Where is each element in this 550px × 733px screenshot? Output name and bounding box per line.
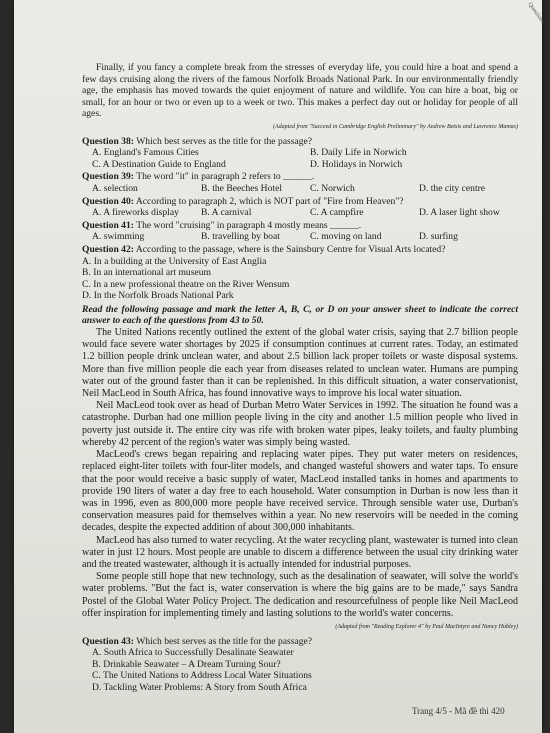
question-number: Question 42:: [82, 243, 134, 255]
option-c: C. Norwich: [310, 182, 355, 194]
passage2-paragraph-3: MacLeod's crews began repairing and replacing water pipes. They put water meters on residences, replaced eight-liter toilets with four-liter models, and changed wasteful showers and water taps. To ensure that the poor would receive a basic supply of water, MacLeod installed tanks in homes and apartments to provide 190 liters of water a day free to each household. Water consumption in Durban is now less than it was in 1996, even as 800,000 more people have received service. Through sensible water use, Durban's conservation measures paid for themselves within a year. No new reservoirs will be needed in the coming decades, despite the expected addition of about 300,000 inhabitants.: [82, 449, 518, 534]
question-text: According to paragraph 2, which is NOT part of "Fire from Heaven"?: [135, 195, 404, 207]
option-c: C. A campfire: [310, 207, 364, 219]
question-number: Question 38:: [82, 135, 134, 147]
question-40: [82, 196, 518, 219]
passage1-last-paragraph: Finally, if you fancy a complete break from the stresses of everyday life, you could hire a boat and spend a few days cruising along the rivers of the famous Norfolk Broads National Park. In our environmentally friendly age, the emphasis has moved towards the quiet enjoyment of nature and wildlife. You can hire a boat, big or small, for an hour or two or even up to a week or two. This makes a perfect day out or holiday for people of all ages.: [82, 62, 518, 120]
option-d: D. surfing: [419, 231, 458, 243]
option-d: D. In the Norfolk Broads National Park: [82, 290, 234, 302]
exam-page: [14, 0, 546, 733]
option-a: A. In a building at the University of East Anglia: [82, 255, 267, 267]
question-options: [82, 183, 518, 195]
question-text: The word "cruising" in paragraph 4 mostly means ______.: [136, 219, 362, 231]
option-a: A. A fireworks display: [92, 207, 179, 219]
option-b: B. In an international art museum: [82, 267, 211, 279]
option-c: C. A Destination Guide to England: [92, 158, 226, 170]
option-b: B. travelling by boat: [201, 231, 280, 243]
question-number: Question 40:: [82, 195, 134, 207]
question-options: [82, 207, 518, 219]
question-block-38-42: [82, 136, 518, 302]
question-43-option-b: B. Drinkable Seawater – A Dream Turning Sour?: [92, 658, 281, 670]
question-43: [82, 636, 518, 694]
page-footer: Trang 4/5 - Mã đề thi 420: [412, 706, 505, 716]
question-text: The word "it" in paragraph 2 refers to ______.: [136, 171, 315, 183]
passage2-paragraph-4: MacLeod has also turned to water recycling. At the water recycling plant, wastewater is turned into clean water in just 12 hours. Most people are unable to discern a difference between the usual city drinking water and the treated wastewater, although it is actually intended for industrial purposes.: [82, 534, 518, 570]
passage2-instruction: Read the following passage and mark the letter A, B, C, or D on your answer sheet to indicate the correct answer to each of the questions from 43 to 50.: [82, 303, 518, 327]
question-options: [82, 256, 518, 302]
question-42: [82, 244, 518, 302]
option-b: B. the Beeches Hotel: [201, 182, 282, 194]
question-43-option-a: A. South Africa to Successfully Desalinate Seawater: [92, 647, 294, 659]
passage2-paragraph-2: Neil MacLeod took over as head of Durban Metro Water Services in 1992. The situation he found was a catastrophe. Durban had one million people living in the city and another 1.5 million people who lived in poverty just outside it. The entire city was rife with broken water pipes, leaky toilets, and faulty plumbing whereby 42 percent of the region's water was simply being wasted.: [82, 400, 518, 448]
option-b: B. A carnival: [201, 207, 252, 219]
option-d: D. the city centre: [419, 182, 486, 194]
question-text: According to the passage, where is the Sainsbury Centre for Visual Arts located?: [135, 243, 446, 255]
corner-note: Questions: [526, 1, 546, 25]
option-b: B. Daily Life in Norwich: [310, 147, 407, 159]
option-c: C. moving on land: [310, 231, 382, 243]
passage2-paragraph-1: The United Nations recently outlined the extent of the global water crisis, saying that 2.7 billion people would face severe water shortages by 2025 if consumption continues at current rates. Today, an estimated 1.2 billion people drink unclean water, and about 2.5 billion lack proper toilets or waste disposal systems. More than five million people die each year from diseases related to unclean water. Humans are pumping water out of the ground faster than it can be replenished. In this difficult situation, a water conservationist, Neil MacLeod in South Africa, has found innovative ways to improve his local water situation.: [82, 327, 518, 400]
option-a: A. England's Famous Cities: [92, 147, 199, 159]
question-number: Question 41:: [82, 219, 134, 231]
question-options: [82, 231, 518, 243]
page-content: [82, 62, 518, 694]
passage2-paragraph-5: Some people still hope that new technology, such as the desalination of seawater, will solve the world's water problems. "But the fact is, water conservation is where the big gains are to be made," says Sandra Postel of the Global Water Policy Project. The dedication and resourcefulness of people like Neil MacLeod offer inspiration for implementing timely and lasting solutions to the world's water concerns.: [82, 571, 518, 619]
question-43-number: Question 43:: [82, 635, 134, 647]
question-39: [82, 171, 518, 194]
question-43-option-d: D. Tackling Water Problems: A Story from South Africa: [92, 681, 307, 693]
question-43-option-c: C. The United Nations to Address Local Water Situations: [92, 670, 312, 682]
option-d: D. A laser light show: [419, 207, 500, 219]
question-38: [82, 136, 518, 171]
source-citation-1: (Adapted from "Succeed in Cambridge English Preliminary" by Andrew Betsis and Lawrence Mamas): [272, 123, 518, 130]
question-number: Question 39:: [82, 171, 134, 183]
question-43-text: Which best serves as the title for the passage?: [136, 635, 313, 647]
question-41: [82, 220, 518, 243]
option-c: C. In a new professional theatre on the River Wensum: [82, 278, 290, 290]
option-a: A. swimming: [92, 231, 145, 243]
source-citation-2: (Adapted from "Reading Explorer 4" by Paul MacIntyre and Nancy Hubley): [335, 623, 518, 630]
question-options: [82, 147, 518, 170]
question-text: Which best serves as the title for the passage?: [136, 135, 313, 147]
passage2: [82, 327, 518, 620]
question-43-options: [82, 647, 518, 693]
option-d: D. Holidays in Norwich: [310, 158, 403, 170]
option-a: A. selection: [92, 182, 138, 194]
